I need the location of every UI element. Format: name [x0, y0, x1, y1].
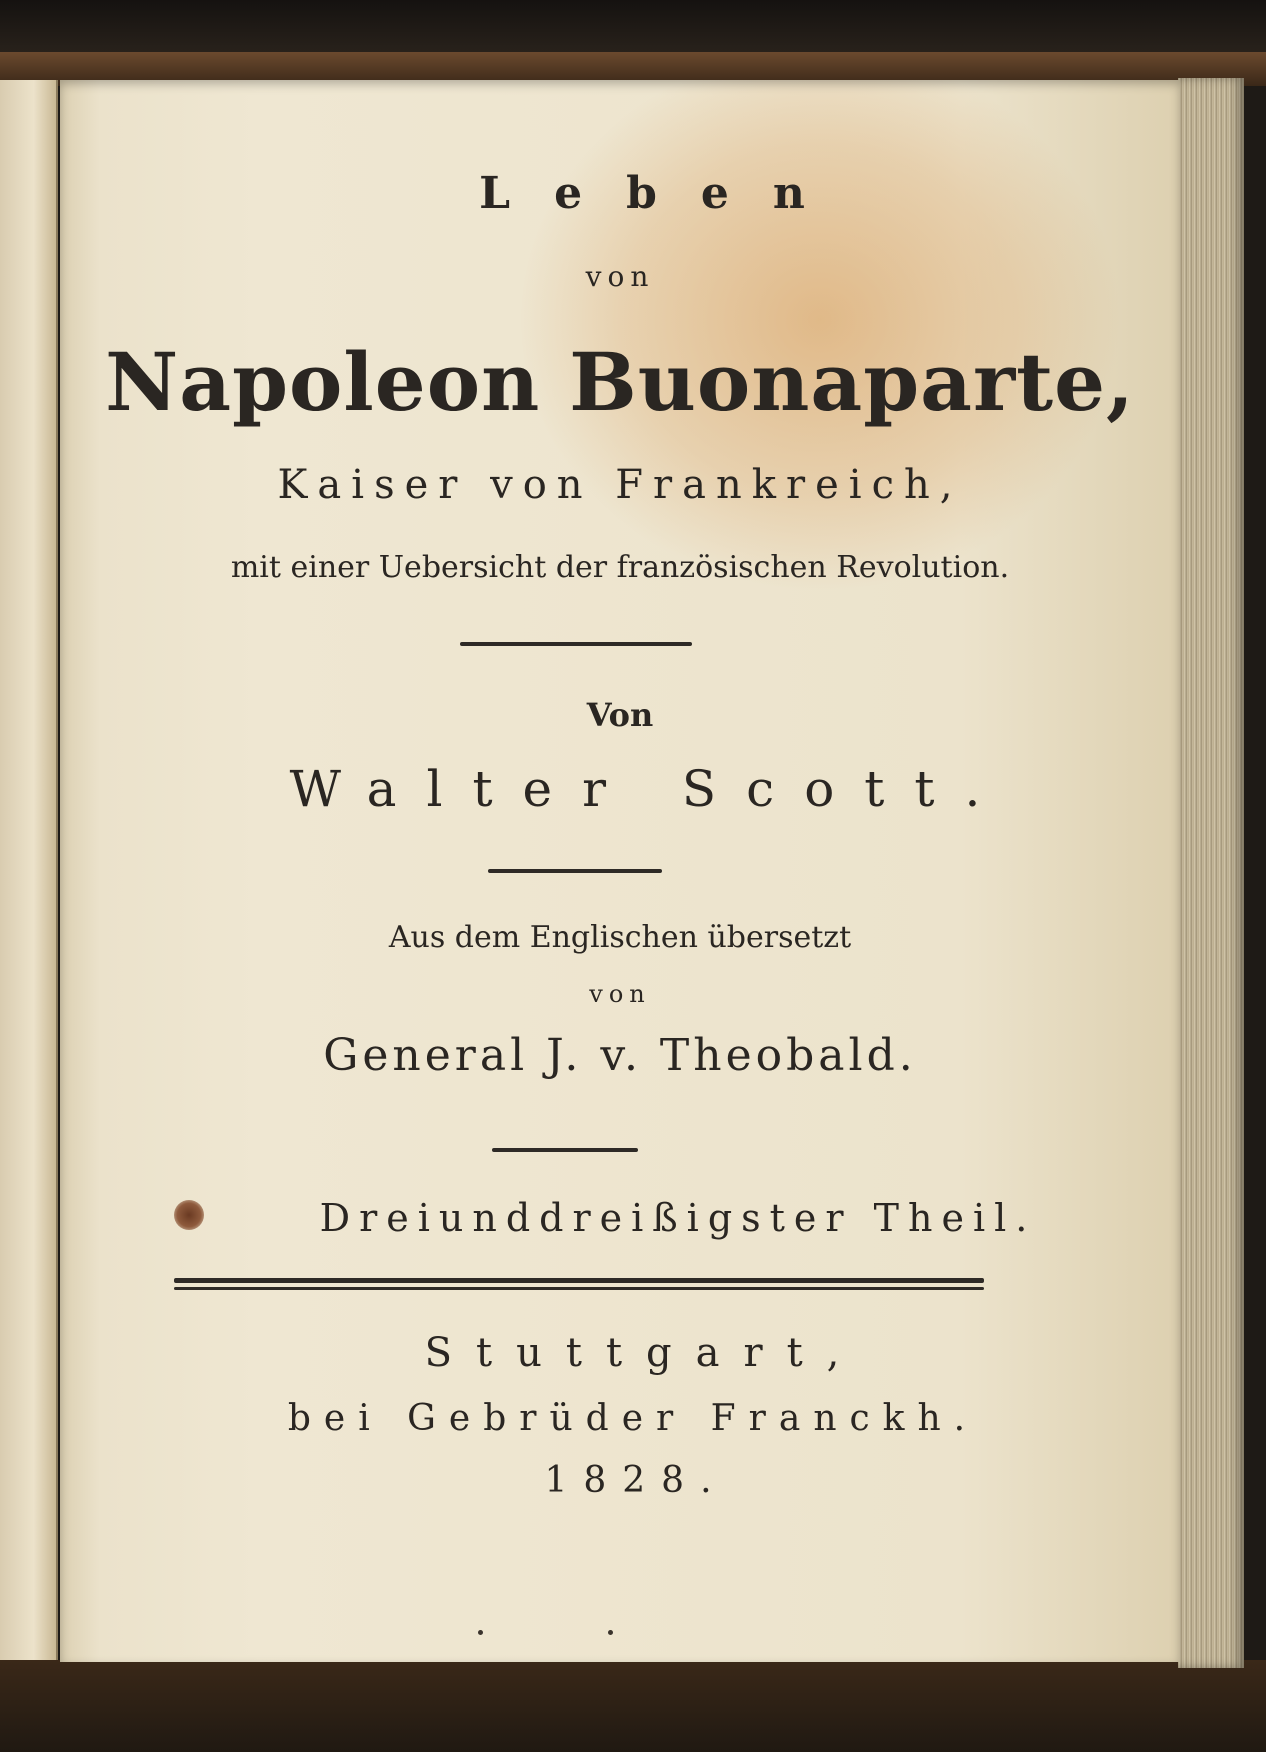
imprint-year: 1828.: [544, 1460, 728, 1501]
title-page: [60, 80, 1180, 1662]
by-label: Von: [586, 696, 654, 734]
translation-note: Aus dem Englischen übersetzt: [388, 920, 852, 955]
translator-name: General J. v. Theobald.: [323, 1030, 917, 1081]
author-name: Walter Scott.: [289, 760, 1011, 818]
imprint-publisher: bei Gebrüder Franckh.: [287, 1398, 979, 1439]
title-von: von: [585, 260, 655, 293]
subtitle-revolution: mit einer Uebersicht der französischen Revolution.: [230, 550, 1010, 585]
divider-rule: [488, 869, 662, 873]
title-napoleon-buonaparte: Napoleon Buonaparte,: [105, 335, 1135, 429]
divider-rule: [492, 1148, 638, 1152]
title-leben: Leben: [479, 168, 849, 219]
double-rule-bottom: [174, 1287, 984, 1290]
left-page-edge: [0, 80, 58, 1660]
title-kaiser-von-frankreich: Kaiser von Frankreich,: [277, 462, 963, 508]
printer-mark: [478, 1630, 483, 1635]
double-rule-top: [174, 1278, 984, 1283]
printer-mark: [608, 1630, 613, 1635]
translator-von: von: [589, 980, 651, 1008]
book-cover-bottom: [0, 1660, 1266, 1752]
volume-label: Dreiunddreißigster Theil.: [319, 1196, 1037, 1240]
book-cover-top: [0, 0, 1266, 58]
imprint-place: Stuttgart,: [424, 1330, 864, 1376]
divider-rule: [460, 642, 692, 646]
